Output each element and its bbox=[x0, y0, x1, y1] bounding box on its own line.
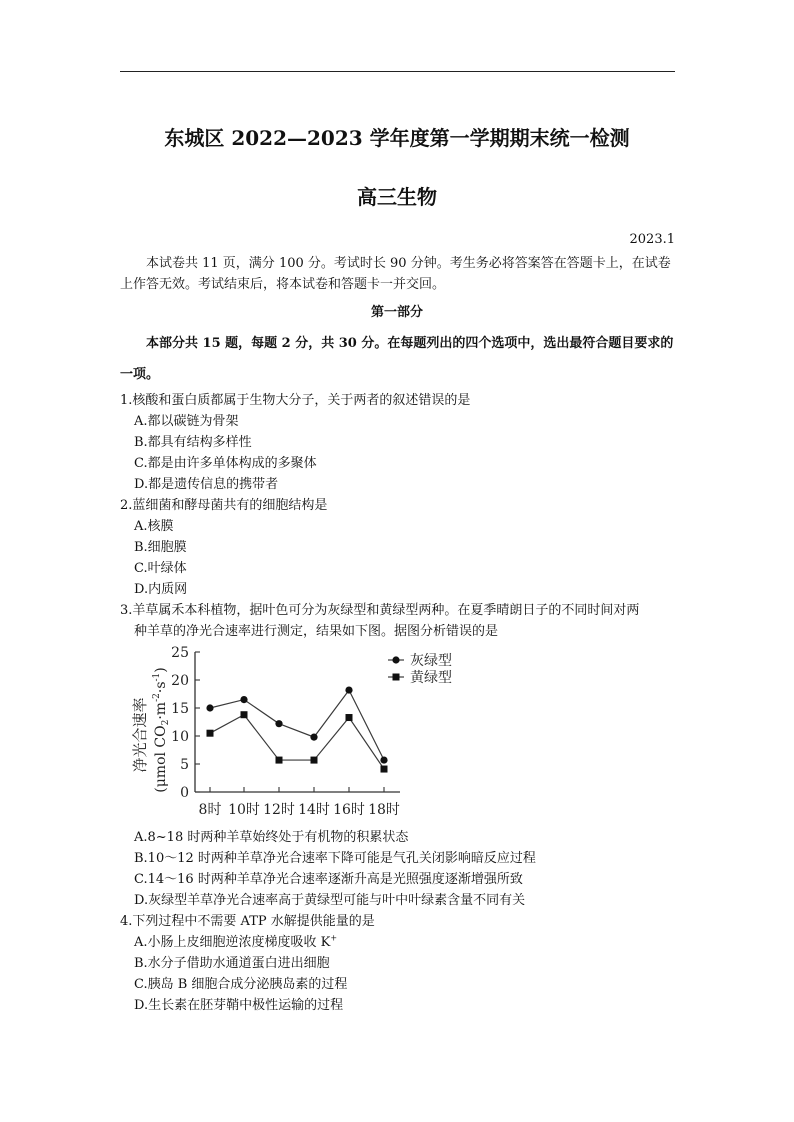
series-lines bbox=[210, 690, 384, 769]
x-tick-label: 12时 bbox=[263, 802, 295, 818]
exam-date: 2023.1 bbox=[629, 232, 675, 247]
point-yellow-green bbox=[276, 757, 283, 764]
question-3-option-a: A.8~18 时两种羊草始终处于有机物的积累状态 bbox=[134, 830, 409, 845]
question-4-option-a: A.小肠上皮细胞逆浓度梯度吸收 K bbox=[134, 935, 331, 950]
question-4-option-c: C.胰岛 B 细胞合成分泌胰岛素的过程 bbox=[134, 977, 348, 992]
question-2-stem: 2.蓝细菌和酵母菌共有的细胞结构是 bbox=[120, 498, 328, 513]
x-tick-label: 14时 bbox=[298, 802, 330, 818]
part-instructions: 本部分共 15 题，每题 2 分，共 30 分。在每题列出的四个选项中，选出最符合题目要求的一项。 bbox=[120, 336, 674, 382]
point-yellow-green bbox=[311, 757, 318, 764]
question-4-option-a-wrap bbox=[134, 931, 337, 950]
y-tick-label: 10 bbox=[171, 729, 189, 745]
x-tick-label: 10时 bbox=[228, 802, 260, 818]
legend-marker-gray-green bbox=[392, 656, 399, 663]
question-1-option-c: C.都是由许多单体构成的多聚体 bbox=[134, 456, 317, 471]
x-tick-label: 8时 bbox=[198, 802, 222, 818]
x-tick-label: 18时 bbox=[368, 802, 400, 818]
legend-label-yellow-green: 黄绿型 bbox=[410, 670, 452, 686]
y-axis-label-4: ·s bbox=[153, 681, 169, 694]
y-ticks bbox=[171, 645, 200, 801]
question-4-option-b: B.水分子借助水通道蛋白进出细胞 bbox=[134, 956, 330, 971]
subject-title: 高三生物 bbox=[357, 185, 437, 209]
question-1-option-b: B.都具有结构多样性 bbox=[134, 435, 252, 450]
point-yellow-green bbox=[207, 730, 214, 737]
y-axis-label-1: 净光合速率 bbox=[131, 697, 149, 773]
series-line-gray-green bbox=[210, 690, 384, 760]
question-2-option-c: C.叶绿体 bbox=[134, 561, 187, 576]
point-gray-green bbox=[275, 720, 282, 727]
point-gray-green bbox=[380, 756, 387, 763]
question-4-option-d: D.生长素在胚芽鞘中极性运输的过程 bbox=[134, 998, 344, 1013]
question-4-stem: 4.下列过程中不需要 ATP 水解提供能量的是 bbox=[120, 914, 375, 929]
question-3-stem-cont: 种羊草的净光合速率进行测定，结果如下图。据图分析错误的是 bbox=[134, 624, 499, 639]
point-gray-green bbox=[206, 704, 213, 711]
question-2-option-b: B.细胞膜 bbox=[134, 540, 187, 555]
y-axis-label-sub: 2 bbox=[161, 719, 171, 726]
y-axis-label-sup2: -1 bbox=[152, 672, 162, 682]
y-tick-label: 0 bbox=[180, 785, 189, 801]
exam-title: 东城区 2022—2023 学年度第一学期期末统一检测 bbox=[164, 126, 630, 150]
y-tick-label: 25 bbox=[171, 645, 189, 661]
y-tick-label: 20 bbox=[171, 673, 189, 689]
y-axis-label-sup1: -2 bbox=[152, 693, 162, 702]
legend bbox=[388, 652, 452, 686]
point-yellow-green bbox=[346, 714, 353, 721]
question-2-option-a: A.核膜 bbox=[134, 519, 174, 534]
question-4-option-a-sup: + bbox=[330, 933, 338, 943]
point-yellow-green bbox=[241, 711, 248, 718]
x-tick-label: 16时 bbox=[333, 802, 365, 818]
question-3-option-c: C.14～16 时两种羊草净光合速率逐渐升高是光照强度逐渐增强所致 bbox=[134, 872, 523, 887]
legend-marker-yellow-green bbox=[393, 674, 400, 681]
question-3-option-b: B.10～12 时两种羊草净光合速率下降可能是气孔关闭影响暗反应过程 bbox=[134, 851, 536, 866]
header-rule bbox=[120, 71, 675, 72]
question-2-option-d: D.内质网 bbox=[134, 582, 188, 597]
question-1-option-a: A.都以碳链为骨架 bbox=[134, 414, 239, 429]
y-axis-label-2: (μmol CO bbox=[153, 725, 169, 793]
point-yellow-green bbox=[381, 766, 388, 773]
y-axis-label-end: ) bbox=[153, 667, 169, 673]
y-tick-label: 15 bbox=[171, 701, 189, 717]
y-axis-label-units bbox=[152, 667, 171, 793]
part-title: 第一部分 bbox=[370, 305, 423, 320]
question-1-stem: 1.核酸和蛋白质都属于生物大分子，关于两者的叙述错误的是 bbox=[120, 393, 471, 408]
question-3-option-d: D.灰绿型羊草净光合速率高于黄绿型可能与叶中叶绿素含量不同有关 bbox=[134, 893, 526, 908]
series-markers bbox=[206, 686, 387, 772]
point-gray-green bbox=[240, 696, 247, 703]
y-axis-label-3: ·m bbox=[153, 701, 169, 720]
question-3-stem: 3.羊草属禾本科植物，据叶色可分为灰绿型和黄绿型两种。在夏季晴朗日子的不同时间对两 bbox=[120, 603, 640, 618]
x-ticks bbox=[199, 787, 400, 818]
legend-label-gray-green: 灰绿型 bbox=[410, 653, 452, 669]
point-gray-green bbox=[310, 734, 317, 741]
series-line-yellow-green bbox=[210, 715, 384, 769]
y-tick-label: 5 bbox=[180, 757, 189, 773]
exam-intro: 本试卷共 11 页，满分 100 分。考试时长 90 分钟。考生务必将答案答在答题卡上，在试卷上作答无效。考试结束后，将本试卷和答题卡一并交回。 bbox=[120, 256, 671, 292]
question-1-option-d: D.都是遗传信息的携带者 bbox=[134, 477, 279, 492]
point-gray-green bbox=[345, 686, 352, 693]
